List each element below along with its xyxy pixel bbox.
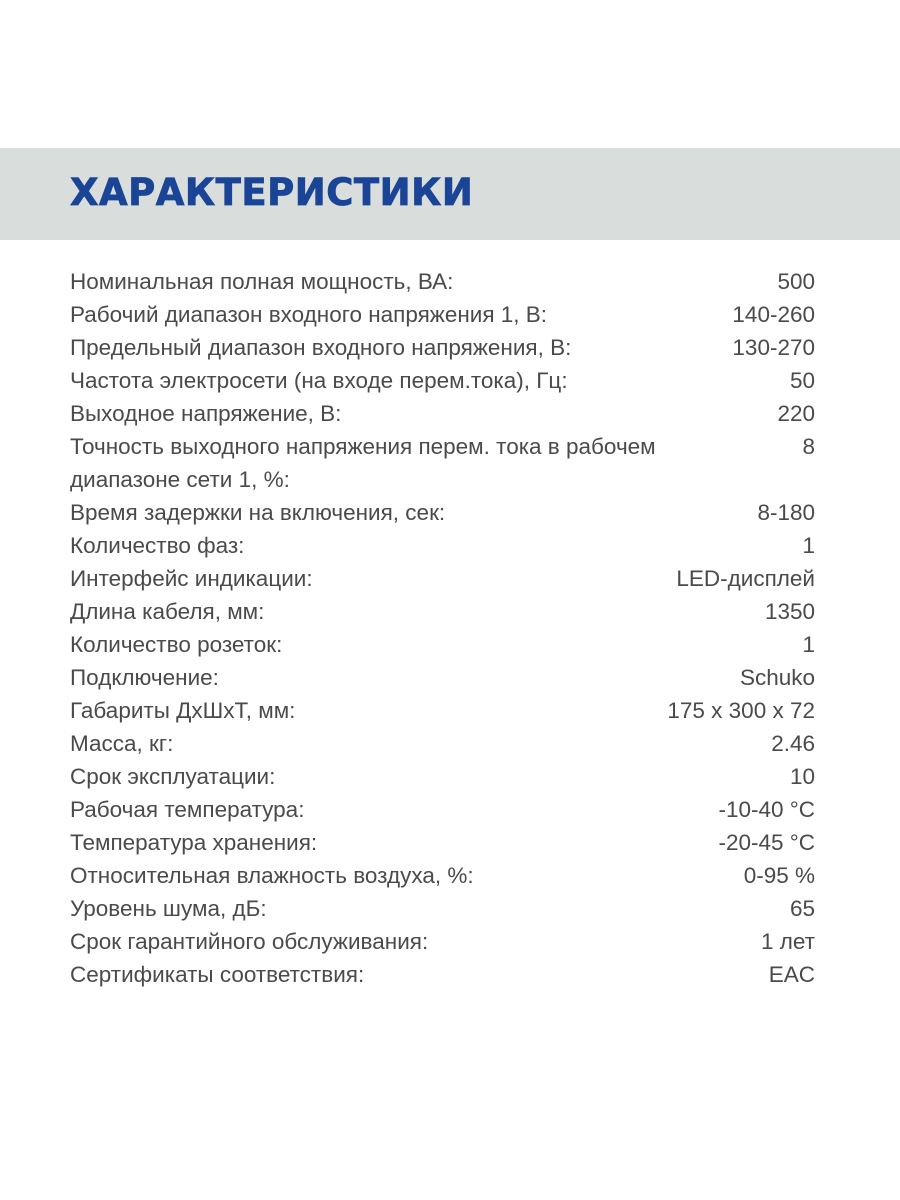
spec-value: 2.46 <box>771 731 815 756</box>
spec-value: 1 <box>802 533 815 558</box>
header-band <box>0 148 900 240</box>
spec-row <box>70 562 815 595</box>
spec-label: Масса, кг: <box>70 731 174 756</box>
spec-row <box>70 826 815 859</box>
spec-value: 1350 <box>764 599 815 624</box>
spec-label: Срок гарантийного обслуживания: <box>70 929 429 954</box>
page-title: ХАРАКТЕРИСТИКИ <box>70 171 474 214</box>
spec-label: Количество фаз: <box>70 533 245 558</box>
spec-value: 130-270 <box>732 335 815 360</box>
spec-row <box>70 958 815 991</box>
spec-value: 140-260 <box>732 302 815 327</box>
spec-label: Длина кабеля, мм: <box>70 599 265 624</box>
spec-row <box>70 364 815 397</box>
spec-value: 8-180 <box>757 500 815 525</box>
spec-value: 175 x 300 x 72 <box>667 698 815 723</box>
spec-label: Количество розеток: <box>70 632 283 657</box>
spec-label: Предельный диапазон входного напряжения, В: <box>70 335 572 360</box>
spec-label: Выходное напряжение, В: <box>70 401 342 426</box>
spec-label: Интерфейс индикации: <box>70 566 313 591</box>
spec-value: 220 <box>777 401 815 426</box>
spec-value: 1 лет <box>761 929 815 954</box>
spec-row <box>70 859 815 892</box>
spec-label: Точность выходного напряжения перем. тока в рабочем диапазоне сети 1, %: <box>70 434 656 492</box>
spec-value: LED-дисплей <box>676 566 815 591</box>
spec-value: 50 <box>789 368 815 393</box>
spec-value: 500 <box>777 269 815 294</box>
spec-value: 8 <box>802 434 815 459</box>
spec-label: Частота электросети (на входе перем.тока), Гц: <box>70 368 568 393</box>
spec-value: 0-95 % <box>743 863 815 888</box>
spec-label: Сертификаты соответствия: <box>70 962 365 987</box>
spec-label: Габариты ДхШхТ, мм: <box>70 698 296 723</box>
spec-row <box>70 265 815 298</box>
spec-label: Температура хранения: <box>70 830 318 855</box>
spec-value: 65 <box>789 896 815 921</box>
spec-row <box>70 298 815 331</box>
spec-value: EAC <box>768 962 815 987</box>
spec-row <box>70 331 815 364</box>
spec-row <box>70 760 815 793</box>
spec-row <box>70 727 815 760</box>
spec-value: 1 <box>802 632 815 657</box>
spec-list <box>70 265 815 991</box>
spec-row <box>70 628 815 661</box>
spec-value: -20-45 °C <box>718 830 815 855</box>
spec-row <box>70 892 815 925</box>
spec-label: Подключение: <box>70 665 219 690</box>
spec-row <box>70 529 815 562</box>
spec-label: Относительная влажность воздуха, %: <box>70 863 474 888</box>
spec-row <box>70 694 815 727</box>
spec-value: Schuko <box>739 665 815 690</box>
spec-label: Номинальная полная мощность, ВА: <box>70 269 454 294</box>
spec-row <box>70 925 815 958</box>
spec-label: Уровень шума, дБ: <box>70 896 267 921</box>
spec-value: -10-40 °C <box>718 797 815 822</box>
spec-label: Рабочий диапазон входного напряжения 1, В: <box>70 302 548 327</box>
spec-row <box>70 430 815 496</box>
spec-row <box>70 496 815 529</box>
spec-row <box>70 595 815 628</box>
spec-value: 10 <box>789 764 815 789</box>
spec-label: Срок эксплуатации: <box>70 764 276 789</box>
spec-row <box>70 793 815 826</box>
spec-label: Рабочая температура: <box>70 797 305 822</box>
spec-row <box>70 397 815 430</box>
spec-label: Время задержки на включения, сек: <box>70 500 446 525</box>
spec-row <box>70 661 815 694</box>
